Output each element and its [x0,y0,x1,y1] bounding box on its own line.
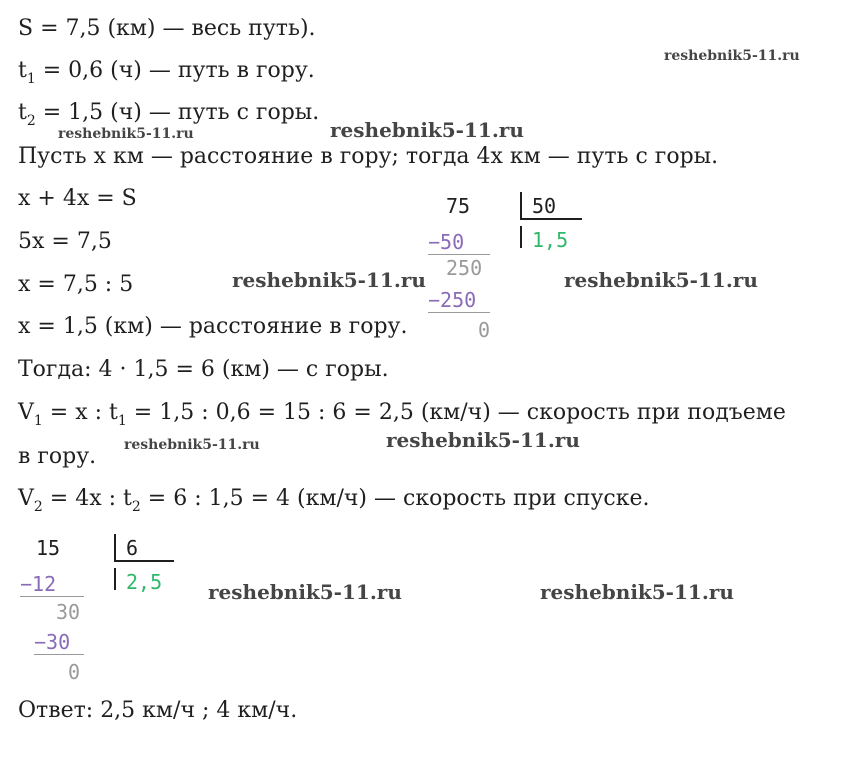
division1-subtract-1: −50 [428,230,465,254]
v2-subscript: 2 [33,499,43,515]
division1-remainder-1: 250 [446,256,483,280]
division2-subtract-2: −30 [34,630,71,654]
division2-line-2 [34,654,84,655]
division2-vertical-bar-2 [114,568,116,590]
v2-symbol: V [18,486,34,511]
t2-text: = 1,5 (ч) — путь с горы. [35,100,320,125]
division1-line-2 [428,312,490,313]
line-let-x: Пусть x км — расстояние в гору; тогда 4x км — путь с горы. [18,144,719,169]
division2-dividend: 15 [36,536,61,560]
watermark-2: reshebnik5-11.ru [58,126,194,142]
t1-text: = 0,6 (ч) — путь в гору. [35,58,315,83]
division1-divisor-underline [520,218,582,220]
division2-subtract-1: −12 [20,572,57,596]
watermark-7: reshebnik5-11.ru [386,428,580,452]
line-time-downhill [18,100,319,128]
division1-quotient: 1,5 [532,228,569,252]
watermark-5: reshebnik5-11.ru [564,268,758,292]
t1-subscript: 1 [26,71,36,87]
division2-remainder-2: 0 [68,660,81,684]
line-equation: x + 4x = S [18,186,137,211]
division1-line-1 [428,254,490,255]
division1-vertical-bar-2 [520,226,522,248]
t2-symbol: t [18,100,27,125]
line-speed-uphill [18,400,786,428]
t2-subscript: 2 [26,113,36,129]
division1-remainder-2: 0 [478,318,491,342]
division2-line-1 [20,596,84,597]
t1-symbol: t [18,58,27,83]
line-x-result: x = 1,5 (км) — расстояние в гору. [18,314,408,339]
line-time-uphill [18,58,315,86]
division1-divisor: 50 [532,194,557,218]
answer-line: Ответ: 2,5 км/ч ; 4 км/ч. [18,698,298,723]
division2-remainder-1: 30 [56,600,81,624]
watermark-8: reshebnik5-11.ru [208,580,402,604]
line-x-division: x = 7,5 : 5 [18,272,134,297]
watermark-6: reshebnik5-11.ru [124,437,260,453]
v2-t-subscript: 2 [131,499,141,515]
line-total-distance: S = 7,5 (км) — весь путь). [18,16,316,41]
division2-vertical-bar [114,534,116,560]
v1-rest: = 1,5 : 0,6 = 15 : 6 = 2,5 (км/ч) — скорость при подъеме [126,400,786,425]
watermark-1: reshebnik5-11.ru [664,48,800,64]
division1-subtract-2: −250 [428,288,477,312]
line-speed-uphill-cont: в гору. [18,444,97,469]
line-speed-downhill [18,486,650,514]
line-downhill-distance: Тогда: 4 · 1,5 = 6 (км) — с горы. [18,357,389,382]
v1-subscript: 1 [33,413,43,429]
division2-divisor: 6 [126,536,139,560]
v2-rest: = 6 : 1,5 = 4 (км/ч) — скорость при спуске. [140,486,650,511]
watermark-9: reshebnik5-11.ru [540,580,734,604]
v1-mid: = x : t [42,400,118,425]
long-division-15-by-6 [18,532,198,692]
division2-quotient: 2,5 [126,570,163,594]
v2-mid: = 4x : t [42,486,132,511]
division2-divisor-underline [114,560,174,562]
division1-dividend: 75 [446,194,471,218]
v1-symbol: V [18,400,34,425]
watermark-3: reshebnik5-11.ru [330,118,524,142]
v1-t-subscript: 1 [117,413,127,429]
line-5x: 5x = 7,5 [18,229,112,254]
watermark-4: reshebnik5-11.ru [232,268,426,292]
division1-vertical-bar [520,192,522,218]
